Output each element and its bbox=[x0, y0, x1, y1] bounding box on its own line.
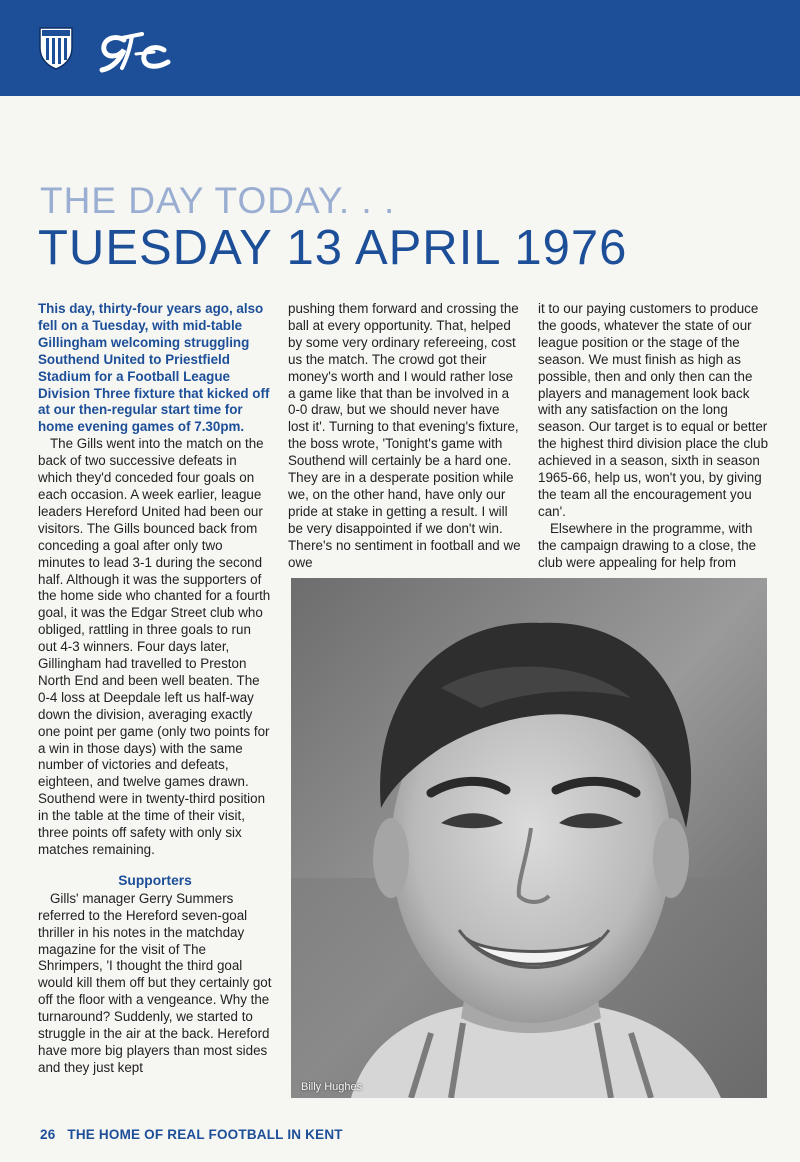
article-paragraph: Elsewhere in the programme, with the campaign drawing to a close, the club were appealing for help from bbox=[538, 520, 757, 570]
player-portrait-photo bbox=[291, 578, 767, 1098]
photo-caption: Billy Hughes bbox=[301, 1081, 363, 1093]
footer-tagline: THE HOME OF REAL FOOTBALL IN KENT bbox=[67, 1127, 343, 1142]
article-kicker: THE DAY TODAY. . . bbox=[40, 180, 396, 221]
gfc-monogram-icon bbox=[96, 30, 176, 74]
article-paragraph: pushing them forward and crossing the ball at every opportunity. That, helped by some very ordinary refereeing, cost us the match. The crowd got their money's worth and I would rather lose a game like that than be involved in a 0-0 draw, but we should never have lost it'. Turning to that evening's fixture, the boss wrote, 'Tonight's game with Southend will certainly be a hard one. They are in a desperate position while we, on the other hand, have only our pride at stake in getting a result. I will be very disappointed if we don't win. There's no sentiment in football and we owe bbox=[288, 301, 521, 570]
page-number: 26 bbox=[40, 1127, 56, 1142]
article-paragraph: it to our paying customers to produce the goods, whatever the state of our league position or the stage of the season. We must finish as high as possible, then and only then can the players and management look back with any satisfaction on the long season. Our target is to equal or better the highest third division place the club achieved in a season, sixth in season 1965-66, help us, won't you, by giving the team all the encouragement you can'. bbox=[538, 301, 769, 519]
article-lead: This day, thirty-four years ago, also fell on a Tuesday, with mid-table Gillingham welcoming struggling Southend United to Priestfield Stadium for a Football League Division Three fixture that kicked off at our then-regular start time for home evening games of 7.30pm. bbox=[38, 301, 270, 435]
article-subhead: Supporters bbox=[118, 872, 192, 888]
gillingham-club-crest-icon bbox=[38, 26, 74, 70]
article-column-2 bbox=[288, 301, 522, 572]
page-footer bbox=[40, 1127, 343, 1142]
article-paragraph: The Gills went into the match on the back of two successive defeats in which they'd conceded four goals on each occasion. A week earlier, league leaders Hereford United had been our visitors. The Gills bounced back from conceding a goal after only two minutes to lead 3-1 during the second half. Although it was the supporters of the home side who chanted for a fourth goal, it was the Edgar Street club who obliged, rattling in three goals to run out 4-3 winners. Four days later, Gillingham had travelled to Preston North End and been well beaten. The 0-4 loss at Deepdale left us half-way down the division, averaging exactly one point per game (only two points for a win in those days) with the same number of victories and defeats, eighteen, and twelve games drawn. Southend were in twenty-third position in the table at the time of their visit, three points off safety with only six matches remaining. bbox=[38, 436, 271, 857]
article-column-1 bbox=[38, 301, 272, 1077]
header-band bbox=[0, 0, 800, 96]
article-column-3 bbox=[538, 301, 772, 572]
article-headline: TUESDAY 13 APRIL 1976 bbox=[38, 221, 628, 275]
article-paragraph: Gills' manager Gerry Summers referred to the Hereford seven-goal thriller in his notes in the matchday magazine for the visit of The Shrimpers, 'I thought the third goal would kill them off but they certainly got off the floor with a vengeance. Why the turnaround? Suddenly, we started to struggle in the air at the back. Hereford have more big players than most sides and they just kept bbox=[38, 890, 272, 1075]
